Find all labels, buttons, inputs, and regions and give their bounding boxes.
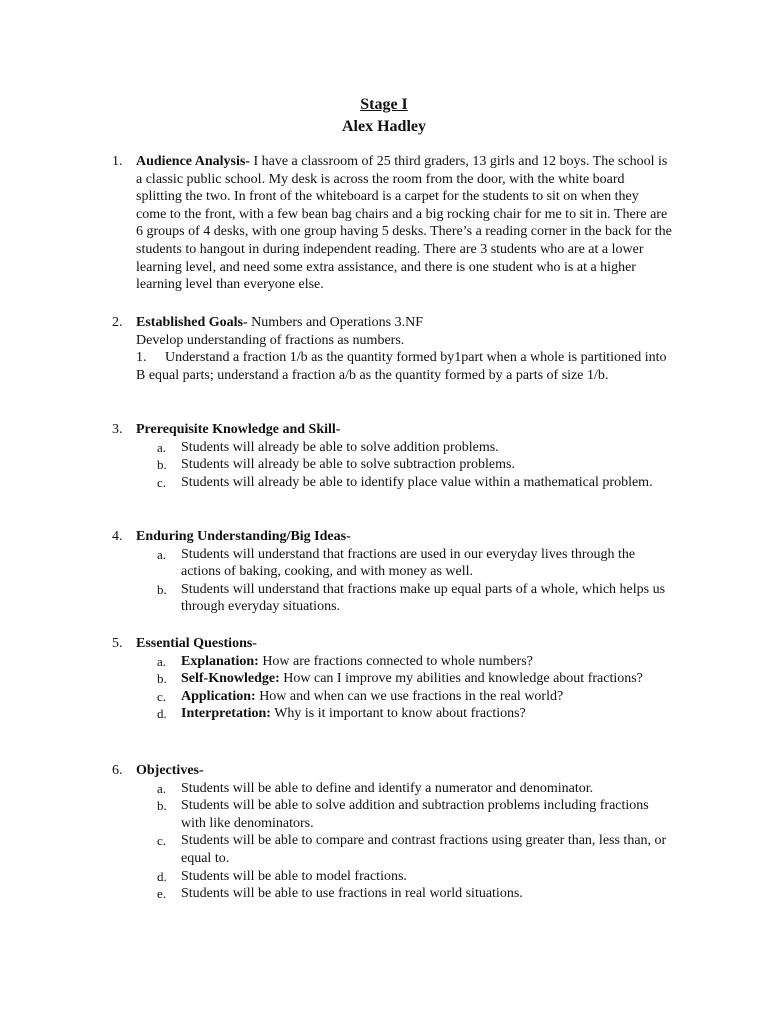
list-item-text [181, 705, 672, 723]
section-body [136, 314, 672, 384]
section-body [136, 762, 672, 903]
document-title [0, 95, 768, 115]
list-item-text [181, 688, 672, 706]
list-item [136, 885, 672, 903]
list-item-letter: b. [157, 457, 167, 473]
list-item-text: Students will be able to model fractions. [181, 868, 407, 884]
list-item [136, 546, 672, 581]
list-item-question: How and when can we use fractions in the real world? [255, 688, 564, 704]
list-item-letter: a. [157, 439, 167, 455]
list-item-letter: b. [157, 581, 167, 597]
section-text: I have a classroom of 25 third graders, 13 girls and 12 boys. The school is a classic public school. My desk is across the room from the door, with the white board splitting the two. In front of the whiteboard is a carpet for the students to sit on when they come to the front, with a few bean bag chairs and a big rocking chair for me to sit in. There are 6 groups of 4 desks, with one group having 5 desks. There’s a reading corner in the back for the students to hangout in during independent reading. There are 3 students who are at a lower learning level, and need some extra assistance, and there is one student who is at a higher learning level than everyone else. [136, 154, 672, 293]
list-item [136, 688, 672, 706]
section-audience-analysis [112, 153, 672, 294]
section-body [136, 153, 672, 294]
list-item [136, 456, 672, 474]
subitem-number: 1. [136, 350, 147, 366]
list-item [136, 653, 672, 671]
list-item-text: Students will be able to solve addition and subtraction problems including fractions with like denominators. [181, 798, 649, 831]
list-item [136, 705, 672, 723]
document-author: Alex Hadley [342, 118, 426, 135]
list-item-question: How can I improve my abilities and knowledge about fractions? [279, 671, 643, 687]
section-first-line [136, 314, 672, 332]
list-item-text: Students will already be able to solve addition problems. [181, 439, 499, 455]
section-number: 5. [112, 636, 123, 651]
list-item-letter: c. [157, 833, 167, 849]
section-text: Numbers and Operations 3.NF [247, 315, 424, 330]
list-item [136, 797, 672, 832]
list-item-letter: a. [157, 780, 167, 796]
section-body [136, 635, 672, 723]
list-item-letter: a. [157, 546, 167, 562]
list-item-letter: c. [157, 688, 167, 704]
section-number: 3. [112, 422, 123, 437]
section-body [136, 528, 672, 616]
section-heading: Enduring Understanding/Big Ideas- [136, 529, 351, 544]
list-item-text: Students will be able to compare and contrast fractions using greater than, less than, or equal to. [181, 833, 667, 866]
numbered-subitem [136, 349, 672, 367]
list-item-letter: d. [157, 706, 167, 722]
section-heading: Essential Questions- [136, 636, 257, 651]
list-item-text: Students will already be able to solve subtraction problems. [181, 457, 515, 473]
section-heading: Established Goals- [136, 315, 248, 330]
list-item-letter: c. [157, 474, 167, 490]
list-item [136, 832, 672, 867]
list-item [136, 439, 672, 457]
section-essential-questions [112, 635, 672, 723]
section-number: 2. [112, 315, 123, 330]
list-item-question: How are fractions connected to whole numbers? [258, 653, 533, 669]
list-item-letter: b. [157, 798, 167, 814]
section-number: 1. [112, 154, 123, 169]
section-number: 4. [112, 529, 123, 544]
subitem-text: Understand a fraction 1/b as the quantity formed by1part when a whole is partitioned into [158, 350, 667, 366]
list-item-letter: e. [157, 886, 167, 902]
section-prerequisite-knowledge [112, 421, 672, 491]
list-item-text [181, 670, 672, 688]
section-line-2: Develop understanding of fractions as numbers. [136, 332, 405, 348]
section-number: 6. [112, 763, 123, 778]
section-established-goals [112, 314, 672, 384]
section-heading: Prerequisite Knowledge and Skill- [136, 422, 341, 437]
list-item-text: Students will understand that fractions make up equal parts of a whole, which helps us through everyday situations. [181, 581, 666, 615]
section-heading: Objectives- [136, 763, 204, 778]
list-item-text: Students will already be able to identify place value within a mathematical problem. [181, 474, 653, 490]
list-item-label: Interpretation: [181, 706, 271, 722]
list-item-letter: a. [157, 653, 167, 669]
section-line-after: B equal parts; understand a fraction a/b as the quantity formed by a parts of size 1/b. [136, 367, 609, 383]
list-item-label: Self-Knowledge: [181, 671, 280, 687]
list-item-label: Explanation: [181, 653, 259, 669]
list-item-text [181, 653, 672, 671]
list-item [136, 868, 672, 886]
section-enduring-understanding [112, 528, 672, 616]
list-item-letter: b. [157, 671, 167, 687]
list-item [136, 581, 672, 616]
list-item-text: Students will be able to define and identify a numerator and denominator. [181, 780, 594, 796]
list-item-label: Application: [181, 688, 256, 704]
list-item [136, 670, 672, 688]
list-item-letter: d. [157, 868, 167, 884]
section-body [136, 421, 672, 491]
section-objectives [112, 762, 672, 903]
list-item-text: Students will be able to use fractions in real world situations. [181, 886, 523, 902]
list-item-text: Students will understand that fractions are used in our everyday lives through the actions of baking, cooking, and with money as well. [181, 546, 636, 580]
list-item-question: Why is it important to know about fractions? [270, 706, 526, 722]
list-item [136, 474, 672, 492]
document-title-text: Stage I [360, 96, 408, 113]
list-item [136, 780, 672, 798]
section-heading: Audience Analysis- [136, 154, 250, 169]
